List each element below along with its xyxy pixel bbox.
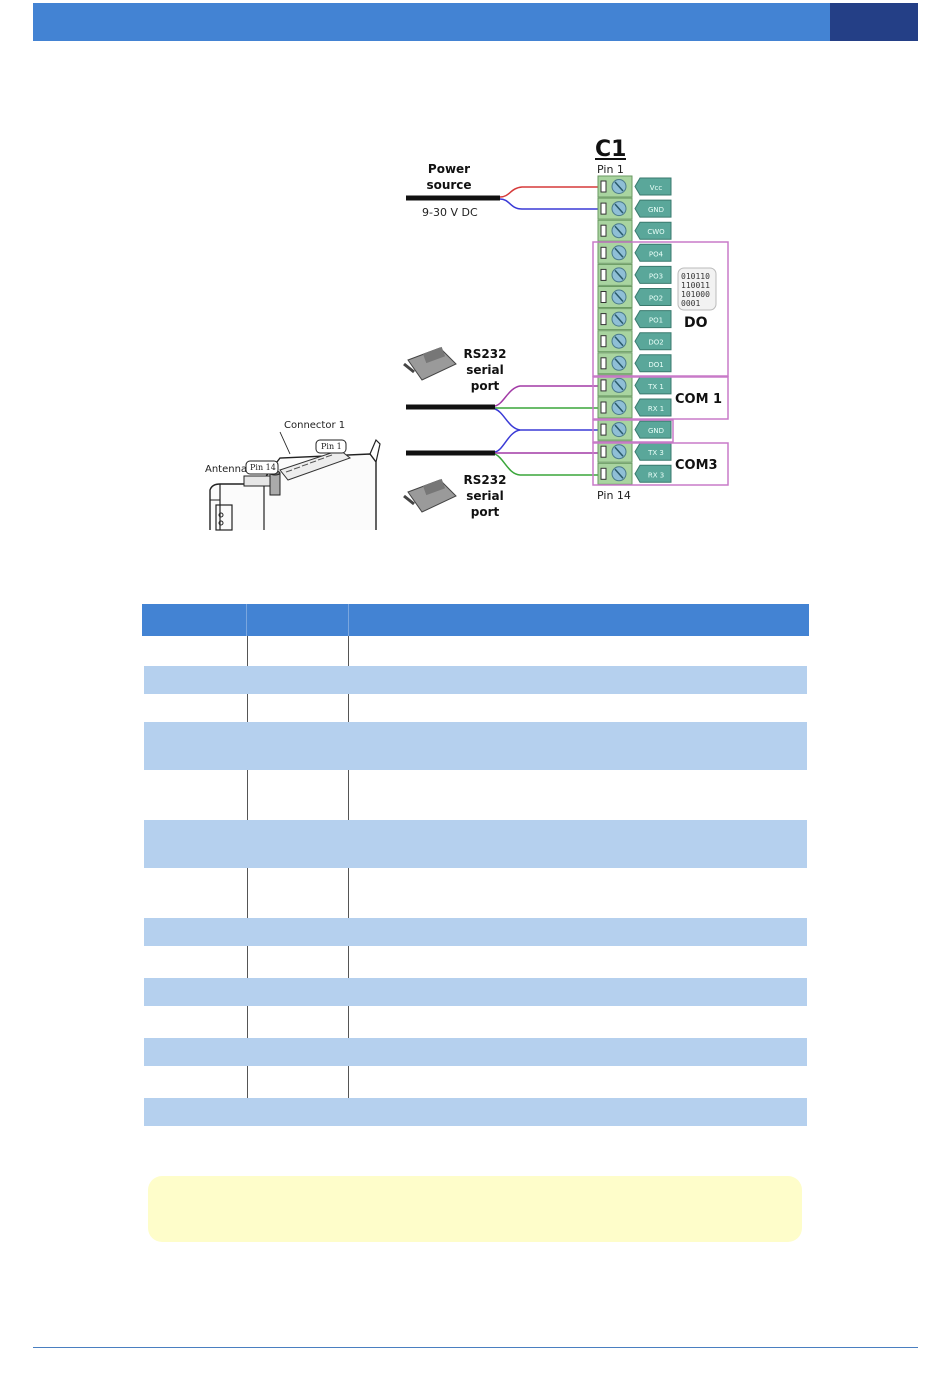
power-label-line2: source [426, 178, 472, 192]
com1-group-label: COM 1 [675, 392, 723, 407]
terminal-pin-label: RX 1 [647, 405, 665, 413]
table-cell [248, 722, 348, 770]
device-illustration [210, 432, 380, 530]
serial-port-bottom-icon [404, 479, 456, 512]
terminal-pin-12 [598, 419, 671, 440]
terminal-pin-label: GND [647, 206, 665, 215]
table-cell [349, 722, 807, 770]
table-cell [144, 978, 247, 1006]
table-cell [144, 694, 247, 722]
terminal-pin-1 [598, 176, 671, 197]
table-cell [349, 868, 807, 918]
table-cell [248, 868, 348, 918]
terminal-pin-11 [598, 397, 671, 418]
power-label-line1: Power [427, 162, 471, 176]
wiring-diagram [190, 128, 740, 536]
serial-label-bottom-2: serial [466, 489, 504, 503]
table-row [144, 640, 807, 666]
table-cell [144, 770, 247, 820]
table-cell [248, 694, 348, 722]
com3-group-label: COM3 [675, 458, 718, 473]
table-cell [349, 666, 807, 694]
table-cell [248, 946, 348, 978]
table-row [144, 918, 807, 946]
table-cell [248, 1098, 348, 1126]
serial-label-top-3: port [470, 379, 500, 393]
terminal-pin-label: PO1 [648, 316, 664, 325]
terminal-block [598, 176, 671, 484]
terminal-pin-4 [598, 242, 671, 263]
serial-port-top-icon [404, 347, 456, 380]
connector-title: C1 [595, 137, 627, 162]
svg-text:010110: 010110 [681, 272, 710, 281]
table-cell [144, 946, 247, 978]
table-row [144, 946, 807, 978]
table-header [142, 604, 809, 636]
serial-label-top-2: serial [466, 363, 504, 377]
serial-label-bottom-3: port [470, 505, 500, 519]
table-cell [349, 946, 807, 978]
table-cell [349, 1066, 807, 1098]
terminal-pin-3 [598, 220, 671, 241]
terminal-pin-label: TX 3 [648, 449, 664, 458]
table-cell [248, 1006, 348, 1038]
table-cell [248, 1038, 348, 1066]
terminal-pin-label: PO4 [648, 250, 664, 259]
svg-text:110011: 110011 [681, 281, 710, 290]
terminal-pin-label: TX 1 [648, 382, 664, 391]
table-row [144, 1038, 807, 1066]
table-cell [349, 770, 807, 820]
table-row [144, 1006, 807, 1038]
terminal-pin-label: CWO [647, 228, 665, 237]
terminal-pin-14 [598, 463, 671, 484]
table-row [144, 868, 807, 918]
table-row [144, 820, 807, 868]
table-cell [349, 918, 807, 946]
table-cell [349, 694, 807, 722]
device-pin1-tag: Pin 1 [321, 442, 342, 451]
table-cell [144, 868, 247, 918]
svg-text:0001: 0001 [681, 299, 701, 308]
terminal-pin-label: DO1 [648, 360, 664, 369]
footer-rule [33, 1347, 918, 1348]
device-pin14-tag: Pin 14 [250, 463, 276, 472]
table-cell [248, 770, 348, 820]
table-cell [349, 820, 807, 868]
terminal-pin-5 [598, 264, 671, 285]
table-row [144, 722, 807, 770]
terminal-pin-2 [598, 198, 671, 219]
header-bar [33, 3, 830, 41]
table-cell [144, 1006, 247, 1038]
table-cell [144, 640, 247, 666]
table-cell [144, 918, 247, 946]
pin-first-label: Pin 1 [597, 163, 624, 176]
terminal-pin-label: PO3 [648, 272, 664, 281]
svg-text:101000: 101000 [681, 290, 710, 299]
pin-description-table [142, 604, 809, 1126]
table-row [144, 694, 807, 722]
table-cell [144, 1066, 247, 1098]
table-cell [248, 640, 348, 666]
voltage-label: 9-30 V DC [422, 206, 478, 219]
terminal-pin-label: Vcc [649, 184, 663, 192]
table-body [142, 636, 809, 1126]
table-cell [144, 1038, 247, 1066]
table-cell [349, 1098, 807, 1126]
table-cell [144, 820, 247, 868]
connector-1-label: Connector 1 [284, 420, 346, 431]
terminal-pin-label: PO2 [648, 294, 664, 303]
terminal-pin-13 [598, 441, 671, 462]
table-row [144, 770, 807, 820]
note-box [148, 1176, 802, 1242]
pin-last-label: Pin 14 [597, 489, 631, 502]
terminal-pin-8 [598, 331, 671, 352]
table-cell [144, 722, 247, 770]
serial-label-top-1: RS232 [463, 347, 507, 361]
table-cell [349, 640, 807, 666]
do-group-label: DO [684, 315, 708, 331]
table-row [144, 666, 807, 694]
table-row [144, 1098, 807, 1126]
table-cell [248, 820, 348, 868]
terminal-pin-7 [598, 309, 671, 330]
table-cell [248, 1066, 348, 1098]
header-accent-block [830, 3, 918, 41]
table-cell [144, 666, 247, 694]
table-cell [349, 1038, 807, 1066]
table-cell [349, 1006, 807, 1038]
terminal-pin-10 [598, 375, 671, 396]
table-row [144, 978, 807, 1006]
table-row [144, 1066, 807, 1098]
table-cell [248, 918, 348, 946]
antenna-label: Antenna [205, 464, 248, 475]
serial-label-bottom-1: RS232 [463, 473, 507, 487]
terminal-pin-label: DO2 [648, 338, 664, 347]
table-cell [248, 978, 348, 1006]
table-cell [144, 1098, 247, 1126]
binary-data-icon [678, 268, 716, 310]
table-cell [349, 978, 807, 1006]
table-cell [248, 666, 348, 694]
terminal-pin-9 [598, 353, 671, 374]
terminal-pin-label: GND [647, 427, 665, 436]
terminal-pin-label: RX 3 [647, 471, 665, 480]
terminal-pin-6 [598, 287, 671, 308]
